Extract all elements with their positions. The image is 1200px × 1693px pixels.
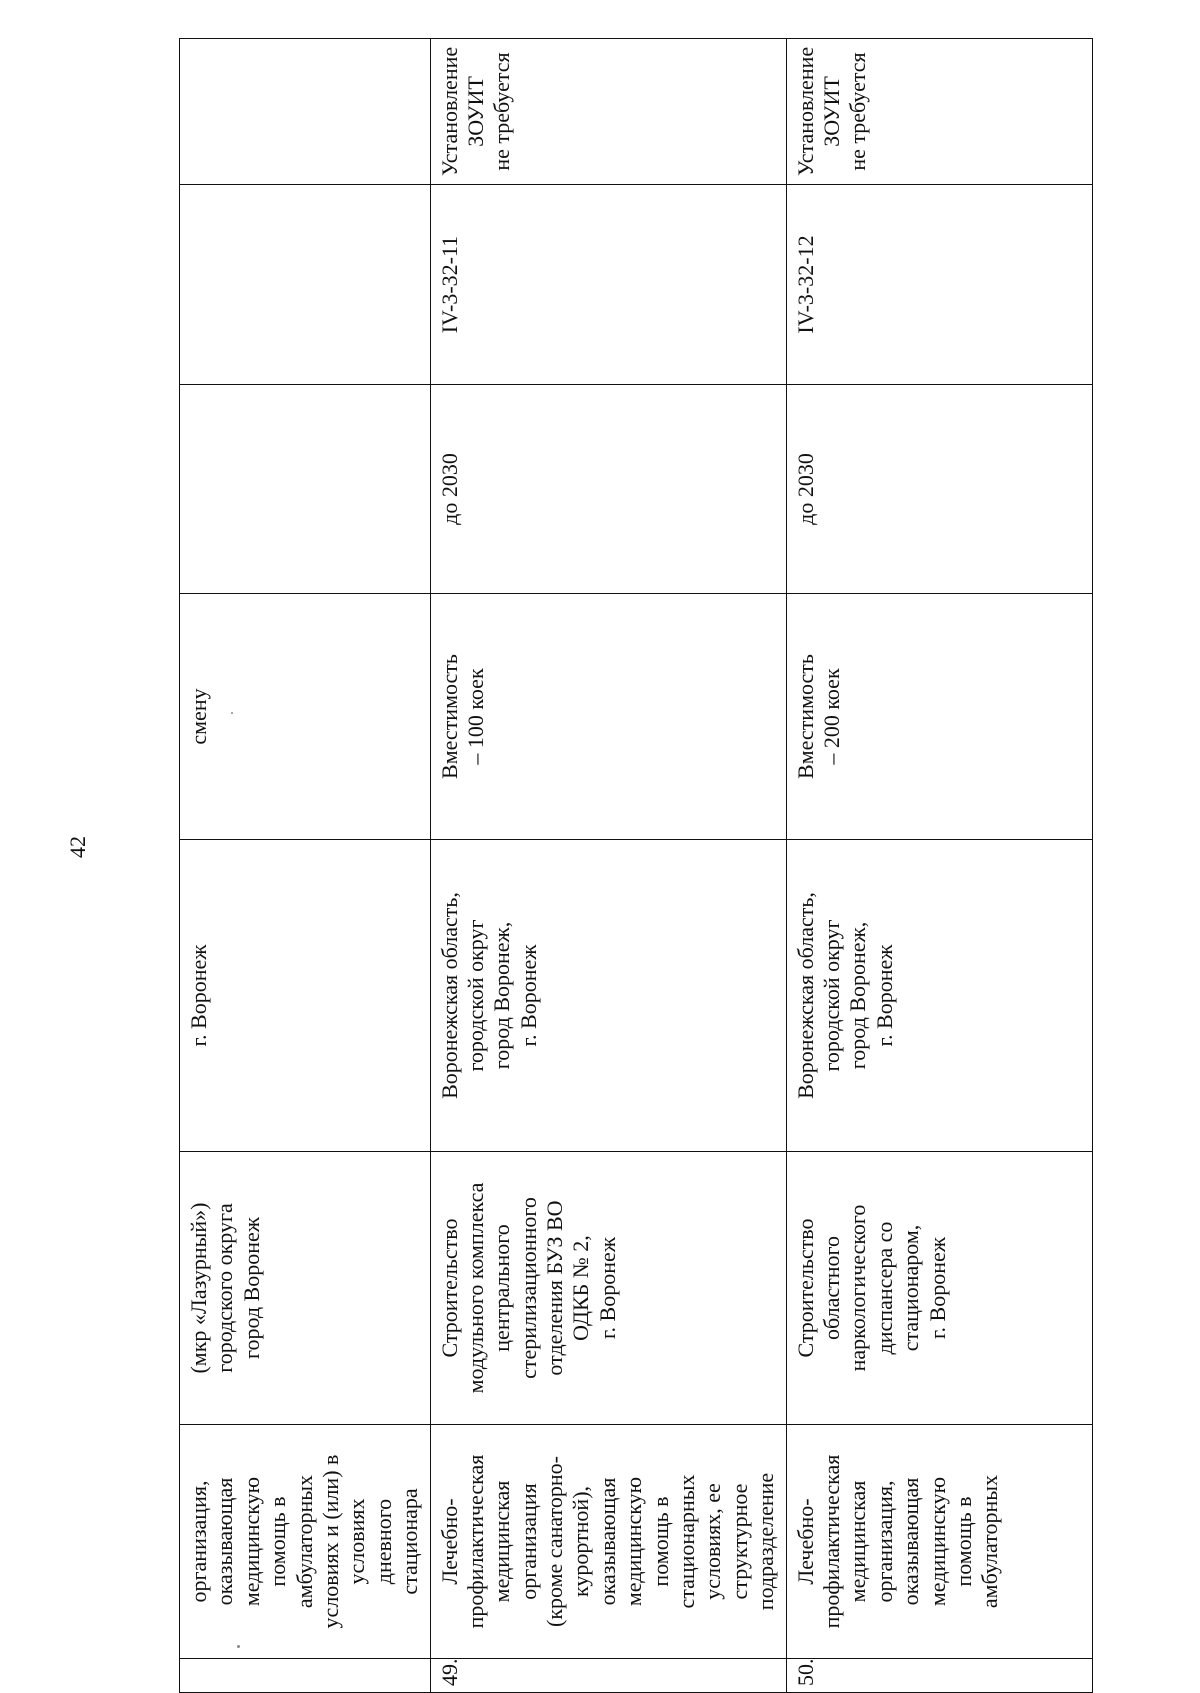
row-number-cell: [180, 1659, 431, 1693]
object-type-cell: Лечебно- профилактическая медицинская организация, оказывающая медицинскую помощь в амбулаторных: [786, 1425, 1092, 1659]
zouit-cell: Установление ЗОУИТ не требуется: [430, 39, 786, 185]
object-type-cell: организация, оказывающая медицинскую помощь в амбулаторных условиях и (или) в условиях дневного стационара: [180, 1425, 431, 1659]
term-cell: [180, 385, 431, 594]
table-row: [180, 39, 431, 1693]
object-name-cell: (мкр «Лазурный») городского округа город Воронеж: [180, 1152, 431, 1425]
zouit-cell: Установление ЗОУИТ не требуется: [786, 39, 1092, 185]
code-cell: IV-3-32-12: [786, 185, 1092, 385]
location-cell: г. Воронеж: [180, 840, 431, 1152]
object-name-cell: Строительство модульного комплекса центрального стерилизационного отделения БУЗ ВО ОДКБ № 2, г. Воронеж: [430, 1152, 786, 1425]
code-cell: [180, 185, 431, 385]
objects-table: [179, 38, 1093, 1693]
term-cell: до 2030: [430, 385, 786, 594]
object-type-cell: Лечебно- профилактическая медицинская организация (кроме санаторно- курортной), оказывающая медицинскую помощь в стационарных условиях, ее структурное подразделение: [430, 1425, 786, 1659]
location-cell: Воронежская область, городской округ город Воронеж, г. Воронеж: [430, 840, 786, 1152]
term-cell: до 2030: [786, 385, 1092, 594]
object-name-cell: Строительство областного наркологического диспансера со стационаром, г. Воронеж: [786, 1152, 1092, 1425]
location-cell: Воронежская область, городской округ город Воронеж, г. Воронеж: [786, 840, 1092, 1152]
capacity-cell: смену: [180, 594, 431, 840]
row-number-cell: 49.: [430, 1659, 786, 1693]
rotated-table-container: [179, 39, 1034, 1693]
page-number: 42: [65, 836, 90, 858]
row-number-cell: 50.: [786, 1659, 1092, 1693]
zouit-cell: [180, 39, 431, 185]
table-row: [786, 39, 1092, 1693]
code-cell: IV-3-32-11: [430, 185, 786, 385]
capacity-cell: Вместимость – 200 коек: [786, 594, 1092, 840]
capacity-cell: Вместимость – 100 коек: [430, 594, 786, 840]
table-row: [430, 39, 786, 1693]
